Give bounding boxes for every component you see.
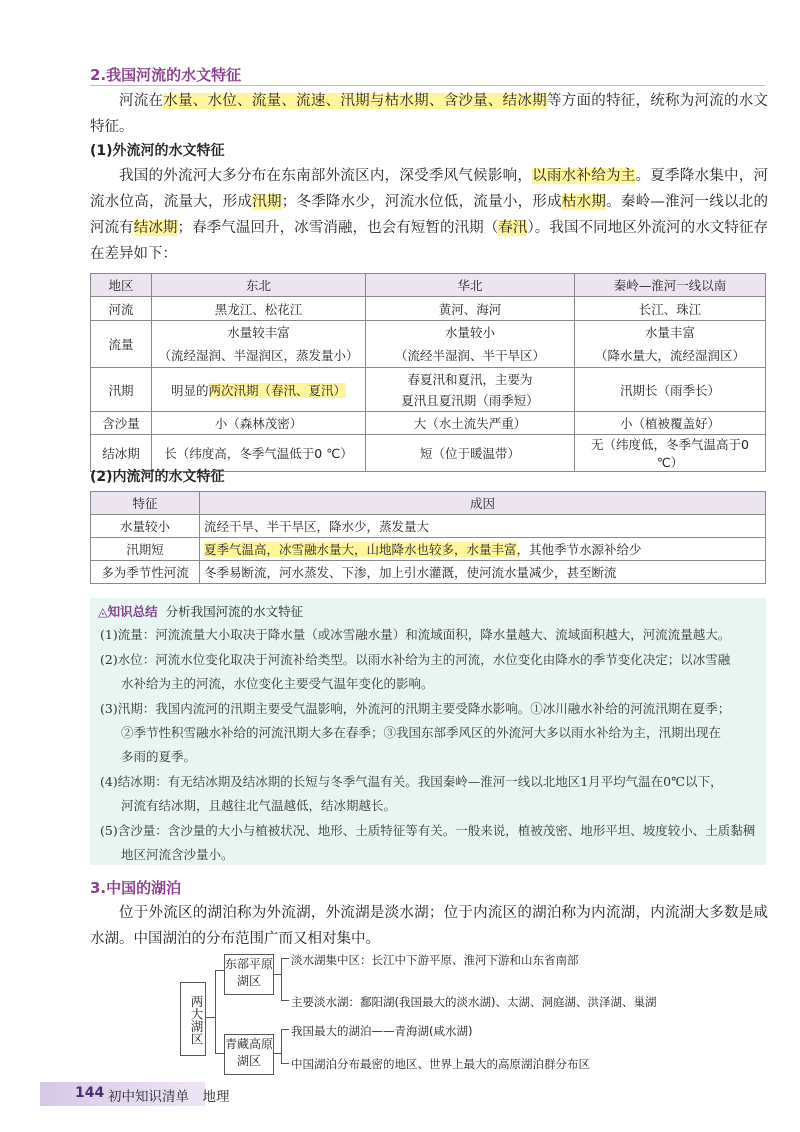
item-line: (2)水位：河流水位变化取决于河流补给类型。以雨水补给为主的河流，水位变化由降水的季节变化决定；以冰雪融 (100, 652, 731, 667)
cell-line: （流经半湿润、半干旱区） (394, 348, 545, 363)
table-row (91, 321, 766, 368)
table-cell: 冬季易断流，河水蒸发、下渗，加上引水灌溉，使河流水量减少，甚至断流 (200, 561, 766, 584)
row-label: 河流 (91, 297, 152, 321)
outflow-text-6: ）。我国不同地区外流河的水文特征存在差异如下： (90, 220, 769, 262)
row-label: 含沙量 (91, 412, 152, 435)
diagram-item: 淡水湖集中区：长江中下游平原、淮河下游和山东省南部 (291, 953, 579, 967)
diagram-item: 主要淡水湖：鄱阳湖(我国最大的淡水湖)、太湖、洞庭湖、洪泽湖、巢湖 (291, 995, 657, 1009)
outflow-text-5: ；春季气温回升，冰雪消融，也会有短暂的汛期（ (177, 220, 499, 236)
cell-highlight: 两次汛期（春汛、夏汛） (208, 382, 347, 398)
diagram-item: 我国最大的湖泊——青海湖(咸水湖) (291, 1024, 473, 1038)
table-header-row (91, 492, 766, 515)
connector (281, 1029, 282, 1064)
outflow-table (90, 273, 766, 472)
table-cell (366, 321, 575, 368)
table-cell (366, 368, 575, 412)
table-row (91, 368, 766, 412)
item-line: (3)汛期：我国内流河的汛期主要受气温影响，外流河的汛期主要受降水影响。①冰川融水补给的河流汛期在夏季； (100, 701, 731, 716)
summary-item (100, 648, 760, 696)
section-title (90, 64, 241, 85)
diagram-root-box: 两大湖区 (180, 982, 206, 1056)
lightbulb-icon: ◬ (98, 604, 108, 619)
cell-text: 明显的 (170, 382, 209, 398)
outflow-text-4: 。秦岭—淮河一线以北的河流有 (90, 194, 769, 236)
row-label: 结冰期 (91, 435, 152, 472)
item-line: (1)流量：河流流量大小取决于降水量（或冰雪融水量）和流域面积，降水量越大、流域面积越大，河流流量越大。 (100, 627, 731, 642)
connector (281, 1000, 289, 1001)
inflow-title: (2)内流河的水文特征 (90, 469, 225, 485)
table-cell: 流经干旱、半干旱区，降水少，蒸发量大 (200, 515, 766, 538)
table-header: 成因 (200, 492, 766, 515)
outflow-paragraph (90, 163, 768, 267)
table-cell: 小（森林茂密） (152, 412, 366, 435)
section-title-text: 2.我国河流的水文特征 (90, 66, 242, 84)
cell-line: （流经湿润、半湿润区，蒸发量小） (158, 348, 359, 363)
connector (273, 974, 281, 975)
outflow-text-2: 。夏季降水集中，河流水位高，流量大，形成 (90, 168, 769, 210)
inflow-table (90, 491, 766, 584)
diagram-item: 中国湖泊分布最密的地区、世界上最大的高原湖泊群分布区 (291, 1057, 590, 1071)
table-cell: 无（纬度低，冬季气温高于0 ℃） (575, 435, 766, 472)
table-header: 华北 (366, 274, 575, 297)
summary-item (100, 623, 760, 647)
table-cell: 黄河、海河 (366, 297, 575, 321)
table-cell: 小（植被覆盖好） (575, 412, 766, 435)
table-row (91, 538, 766, 561)
summary-tag: 知识总结 (107, 604, 158, 619)
item-line: 水补给为主的河流，水位变化主要受气温年变化的影响。 (121, 676, 434, 691)
table-cell: 大（水土流失严重） (366, 412, 575, 435)
summary-header (98, 602, 303, 620)
outflow-hl-3: 枯水期 (561, 194, 607, 210)
knowledge-summary-box (90, 598, 766, 865)
item-line: 地区河流含沙量小。 (121, 847, 234, 862)
intro-text-end: 等方面的特征，统称为河流的水文特征。 (90, 93, 769, 135)
lakes-diagram (180, 952, 740, 1071)
table-row (91, 297, 766, 321)
table-cell (152, 368, 366, 412)
item-line: 多雨的夏季。 (121, 749, 197, 764)
connector (215, 970, 224, 971)
table-header-row (91, 274, 766, 297)
cell-line: 水量较丰富 (227, 325, 290, 340)
summary-items (100, 623, 760, 868)
connector (281, 1063, 289, 1064)
east-lake-box: 东部平原湖区 (224, 954, 274, 995)
item-line: ②季节性积雪融水补给的河流汛期大多在春季；③我国东部季风区的外流河大多以雨水补给为主，汛期出现在 (121, 725, 722, 740)
table-cell: 长江、珠江 (575, 297, 766, 321)
table-row (91, 561, 766, 584)
cell-highlight: 夏季气温高，冰雪融水量大，山地降水也较多，水量丰富 (204, 542, 517, 557)
item-line: (5)含沙量：含沙量的大小与植被状况、地形、土质特征等有关。一般来说，植被茂密、地形平坦、坡度较小、土质黏稠 (100, 823, 756, 838)
title-underline (90, 85, 765, 86)
cell-line: （降水量大，流经湿润区） (594, 348, 745, 363)
summary-item (100, 697, 760, 769)
table-cell (152, 321, 366, 368)
outflow-text-3: ；冬季降水少，河流水位低，流量小，形成 (281, 194, 562, 210)
table-cell (575, 321, 766, 368)
row-label: 汛期 (91, 368, 152, 412)
item-line: 河流有结冰期，且越往北气温越低，结冰期越长。 (121, 798, 397, 813)
connector (281, 958, 282, 1001)
intro-paragraph (90, 88, 768, 140)
connector (281, 1029, 289, 1030)
footer-title: 初中知识清单 地理 (108, 1089, 230, 1105)
table-cell: 短（位于暖温带） (366, 435, 575, 472)
table-cell: 长（纬度高，冬季气温低于0 ℃） (152, 435, 366, 472)
cell-text: ，其他季节水源补给少 (516, 542, 642, 557)
row-label: 水量较小 (91, 515, 200, 538)
table-cell (200, 538, 766, 561)
summary-item (100, 819, 760, 867)
cell-line: 水量丰富 (644, 325, 695, 340)
table-row (91, 412, 766, 435)
table-row (91, 515, 766, 538)
connector (273, 1053, 281, 1054)
lakes-text: 位于外流区的湖泊称为外流湖，外流湖是淡水湖；位于内流区的湖泊称为内流湖，内流湖大多数是咸水湖。中国湖泊的分布范围广而又相对集中。 (90, 905, 768, 947)
outflow-text-1: 我国的外流河大多分布在东南部外流区内，深受季风气候影响， (119, 168, 533, 184)
outflow-hl-1: 以雨水补给为主 (532, 168, 636, 184)
connector (215, 1053, 224, 1054)
lakes-paragraph (90, 900, 768, 952)
connector (215, 970, 216, 1054)
row-label: 汛期短 (91, 538, 200, 561)
table-header: 特征 (91, 492, 200, 515)
table-header: 地区 (91, 274, 152, 297)
page-number: 144 (75, 1085, 105, 1101)
section-title-lakes: 3.中国的湖泊 (90, 879, 182, 897)
outflow-title: (1)外流河的水文特征 (90, 143, 225, 159)
outflow-hl-2: 汛期 (252, 194, 282, 210)
table-cell: 黑龙江、松花江 (152, 297, 366, 321)
summary-title: 分析我国河流的水文特征 (165, 604, 304, 619)
intro-highlight: 水量、水位、流量、流速、汛期与枯水期、含沙量、结冰期 (163, 93, 547, 109)
table-header: 秦岭—淮河一线以南 (575, 274, 766, 297)
table-header: 东北 (152, 274, 366, 297)
summary-item (100, 770, 760, 818)
outflow-hl-5: 春汛 (498, 220, 528, 236)
outflow-hl-4: 结冰期 (133, 220, 178, 236)
table-cell: 汛期长（雨季长） (575, 368, 766, 412)
cell-line: 夏汛且夏汛期（雨季短） (401, 392, 539, 408)
cell-line: 水量较小 (444, 325, 495, 340)
row-label: 多为季节性河流 (91, 561, 200, 584)
connector (281, 958, 289, 959)
cell-line: 春夏汛和夏汛，主要为 (407, 371, 533, 387)
connector (205, 1017, 215, 1018)
west-lake-box: 青藏高原湖区 (224, 1034, 274, 1075)
item-line: (4)结冰期：有无结冰期及结冰期的长短与冬季气温有关。我国秦岭—淮河一线以北地区1月平均气温在0℃以下， (100, 774, 723, 789)
intro-text: 河流在 (119, 93, 164, 109)
row-label: 流量 (91, 321, 152, 368)
